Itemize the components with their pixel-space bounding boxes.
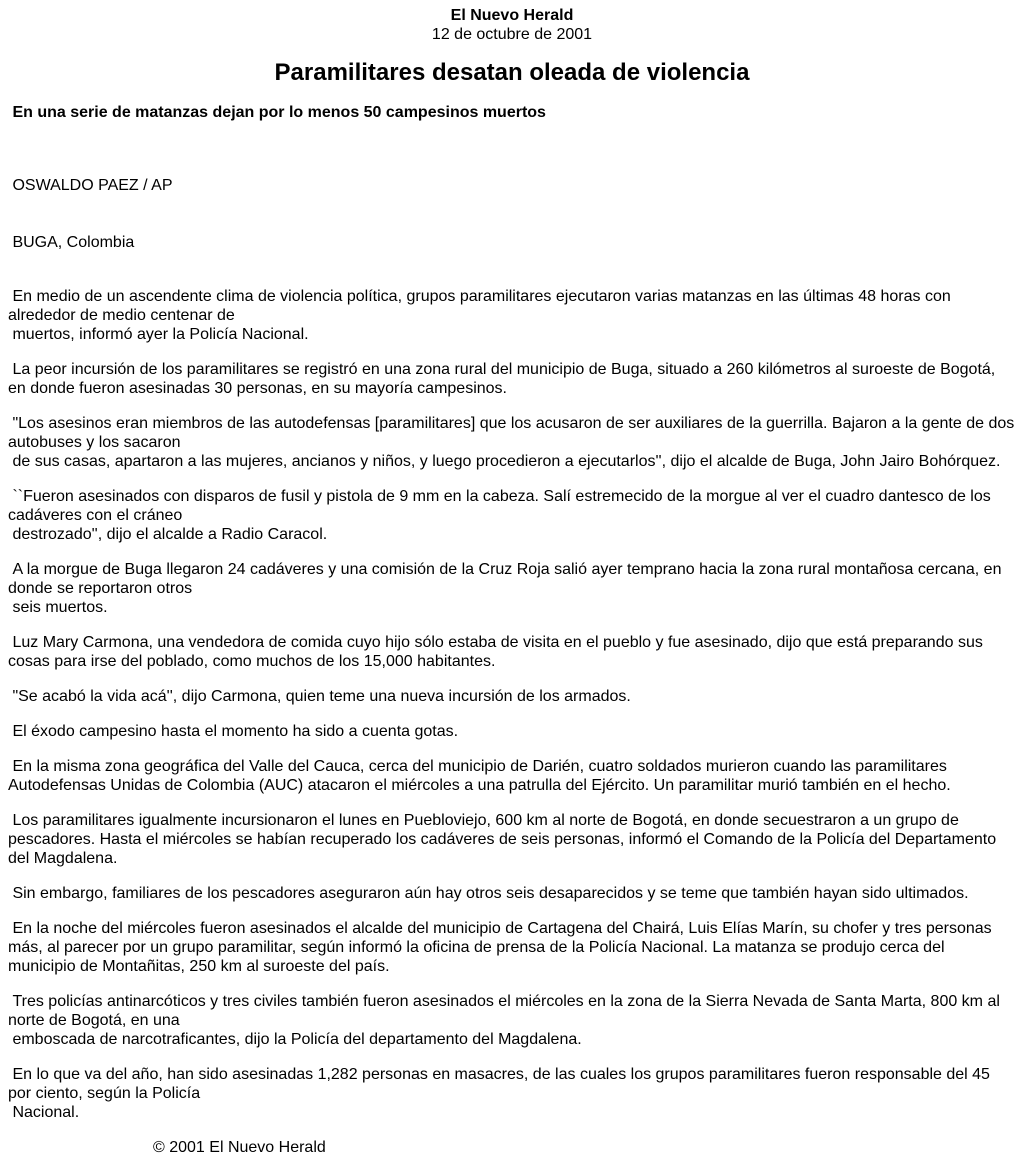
article-paragraph [8,487,1016,544]
article-subheadline: En una serie de matanzas dejan por lo menos 50 campesinos muertos [8,104,546,121]
article-paragraph [8,992,1016,1049]
article-paragraph [8,757,1016,795]
paragraph-line: El éxodo campesino hasta el momento ha sido a cuenta gotas. [8,723,459,740]
paragraph-line: ``Fueron asesinados con disparos de fusil y pistola de 9 mm en la cabeza. Salí estremecido de la morgue al ver el cuadro dantesco de los cadáveres con el cráneo [8,488,996,524]
paragraph-line: Nacional. [8,1104,80,1121]
paragraph-line: A la morgue de Buga llegaron 24 cadáveres y una comisión de la Cruz Roja salió ayer temprano hacia la zona rural montañosa cercana, en donde se reportaron otros [8,561,1006,597]
paragraph-line: emboscada de narcotraficantes, dijo la Policía del departamento del Magdalena. [8,1031,582,1048]
paragraph-line: Tres policías antinarcóticos y tres civiles también fueron asesinados el miércoles en la zona de la Sierra Nevada de Santa Marta, 800 km al norte de Bogotá, en una [8,993,1005,1029]
article-paragraph [8,919,1016,976]
paragraph-line: En lo que va del año, han sido asesinadas 1,282 personas en masacres, de las cuales los grupos paramilitares fueron responsable del 45 por ciento, según la Policía [8,1066,995,1102]
article-paragraph [8,722,1016,741]
article-paragraph [8,360,1016,398]
paragraph-line: La peor incursión de los paramilitares se registró en una zona rural del municipio de Buga, situado a 260 kilómetros al suroeste de Bogotá, en donde fueron asesinadas 30 personas, en su mayoría campesinos. [8,361,1000,397]
article-paragraph [8,287,1016,344]
article-headline: Paramilitares desatan oleada de violencia [274,59,750,86]
copyright-notice: © 2001 El Nuevo Herald [153,1139,326,1156]
article-body [8,287,1019,1122]
paragraph-line: de sus casas, apartaron a las mujeres, ancianos y niños, y luego procedieron a ejecutarlos'', dijo el alcalde de Buga, John Jairo Bohórquez. [8,453,1001,470]
masthead [8,6,1016,44]
paragraph-line: muertos, informó ayer la Policía Nacional. [8,326,309,343]
byline-dateline: BUGA, Colombia [8,234,135,251]
paragraph-line: seis muertos. [8,599,108,616]
article-paragraph [8,811,1016,868]
paragraph-line: En la misma zona geográfica del Valle del Cauca, cerca del municipio de Darién, cuatro soldados murieron cuando las paramilitares Autodefensas Unidas de Colombia (AUC) atacaron el miércoles a una patrulla del Ejército. Un paramilitar murió también en el hecho. [8,758,951,794]
article-paragraph [8,560,1016,617]
article-paragraph [8,633,1016,671]
paragraph-line: Los paramilitares igualmente incursionaron el lunes en Puebloviejo, 600 km al norte de Bogotá, en donde secuestraron a un grupo de pescadores. Hasta el miércoles se habían recuperado los cadáveres de seis personas, informó el Comando de la Policía del Departamento del Magdalena. [8,812,1001,867]
article-paragraph [8,687,1016,706]
publication-date: 12 de octubre de 2001 [431,26,593,43]
article-paragraph [8,1065,1016,1122]
publication-name: El Nuevo Herald [450,7,574,24]
paragraph-line: En la noche del miércoles fueron asesinados el alcalde del municipio de Cartagena del Chairá, Luis Elías Marín, su chofer y tres personas más, al parecer por un grupo paramilitar, según informó la oficina de prensa de la Policía Nacional. La matanza se produjo cerca del municipio de Montañitas, 250 km al suroeste del país. [8,920,997,975]
paragraph-line: Luz Mary Carmona, una vendedora de comida cuyo hijo sólo estaba de visita en el pueblo y fue asesinado, dijo que está preparando sus cosas para irse del poblado, como muchos de los 15,000 habitantes. [8,634,988,670]
article-paragraph [8,884,1016,903]
paragraph-line: destrozado'', dijo el alcalde a Radio Caracol. [8,526,328,543]
paragraph-line: Sin embargo, familiares de los pescadores aseguraron aún hay otros seis desaparecidos y se teme que también hayan sido ultimados. [8,885,969,902]
article-paragraph [8,414,1019,471]
paragraph-line: En medio de un ascendente clima de violencia política, grupos paramilitares ejecutaron varias matanzas en las últimas 48 horas con alrededor de medio centenar de [8,288,956,324]
byline [8,138,1016,271]
byline-author: OSWALDO PAEZ / AP [8,177,173,194]
paragraph-line: "Los asesinos eran miembros de las autodefensas [paramilitares] que los acusaron de ser auxiliares de la guerrilla. Bajaron a la gente de dos autobuses y los sacaron [8,415,1019,451]
paragraph-line: "Se acabó la vida acá'', dijo Carmona, quien teme una nueva incursión de los armados. [8,688,631,705]
